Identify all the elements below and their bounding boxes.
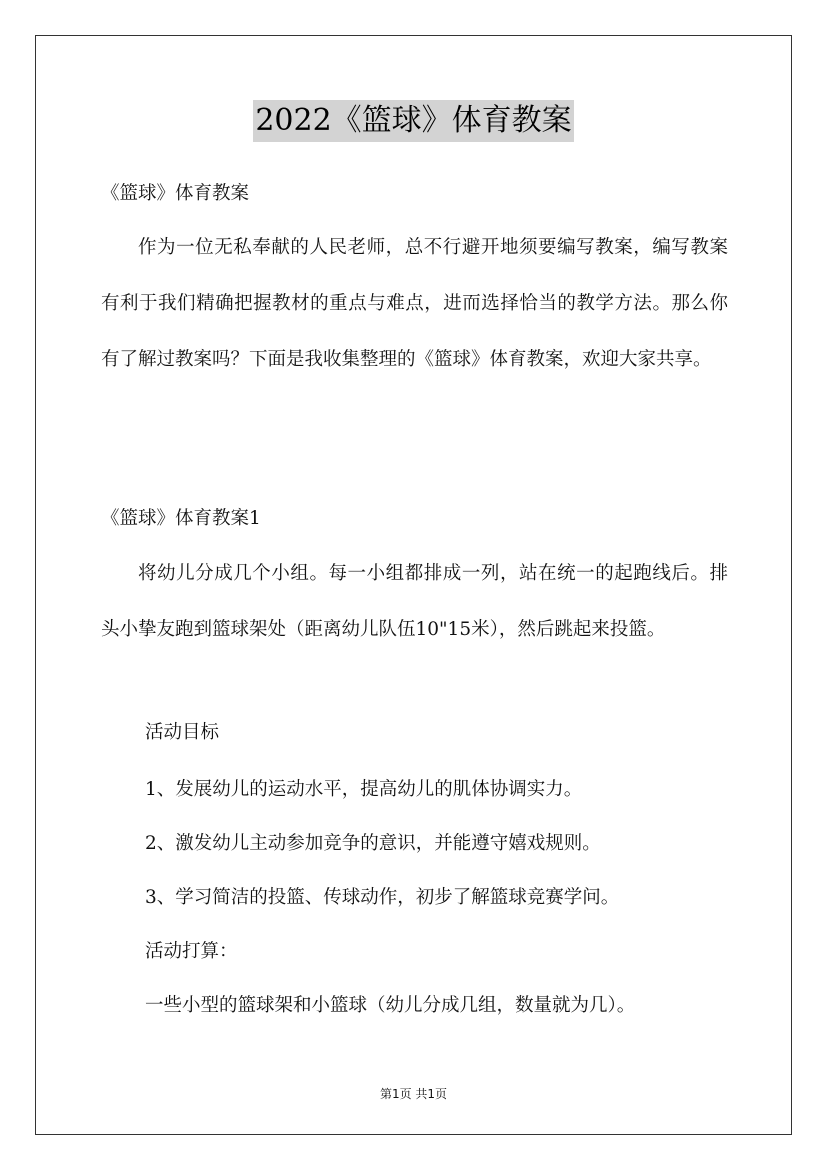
goal-item: 1、发展幼儿的运动水平，提高幼儿的肌体协调实力。 xyxy=(145,779,583,800)
prep-heading: 活动打算： xyxy=(145,941,238,962)
document-title: 2022《篮球》体育教案 xyxy=(253,100,573,142)
page-footer: 第1页 共1页 xyxy=(379,1087,448,1101)
section-paragraph: 将幼儿分成几个小组。每一小组都排成一列，站在统一的起跑线后。排头小挚友跑到篮球架处（距离幼儿队伍10"15米），然后跳起来投篮。 xyxy=(101,563,728,640)
goal-item: 3、学习简洁的投篮、传球动作，初步了解篮球竞赛学问。 xyxy=(145,887,620,908)
goals-heading: 活动目标 xyxy=(145,722,220,743)
intro-paragraph: 作为一位无私奉献的人民老师，总不行避开地须要编写教案，编写教案有利于我们精确把握教材的重点与难点，进而选择恰当的教学方法。那么你有了解过教案吗？下面是我收集整理的《篮球》体育教案，欢迎大家共享。 xyxy=(101,237,728,370)
prep-text: 一些小型的篮球架和小篮球（幼儿分成几组，数量就为几）。 xyxy=(145,995,636,1016)
title-wrap xyxy=(0,100,827,142)
goal-item: 2、激发幼儿主动参加竞争的意识，并能遵守嬉戏规则。 xyxy=(145,833,601,854)
section-heading: 《篮球》体育教案1 xyxy=(101,508,261,529)
document-subtitle: 《篮球》体育教案 xyxy=(101,183,250,204)
